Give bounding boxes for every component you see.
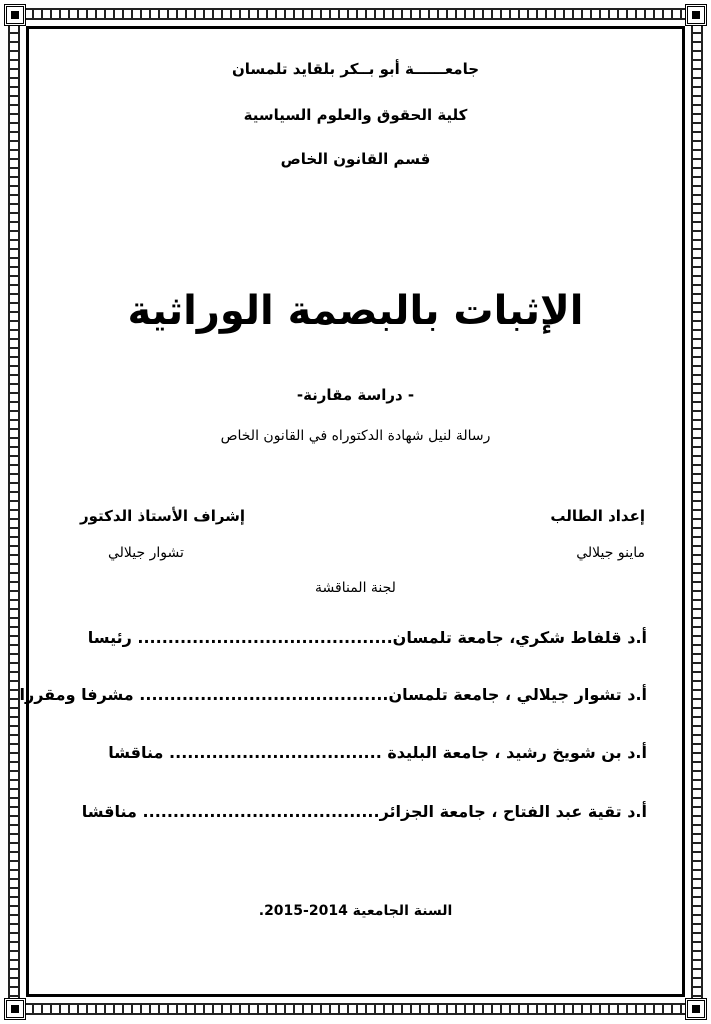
corner-ornament-icon	[685, 998, 707, 1020]
corner-ornament-icon	[685, 4, 707, 26]
department-name: قسم القانون الخاص	[280, 150, 431, 168]
committee-member: أ.د تقية عبد الفتاح ، جامعة الجزائر....................................... مناقشا	[81, 802, 647, 821]
committee-member: أ.د قلفاط شكري، جامعة تلمسان.......................................... رئيسا	[87, 628, 647, 647]
border-bottom	[14, 1003, 697, 1015]
committee-title: لجنة المناقشة	[315, 580, 396, 596]
supervisor-name: تشوار جيلالي	[108, 545, 184, 561]
border-top	[14, 8, 697, 20]
corner-ornament-icon	[4, 998, 26, 1020]
corner-ornament-icon	[4, 4, 26, 26]
academic-year: السنة الجامعية 2014-2015.	[258, 903, 453, 919]
supervisor-label: إشراف الأستاذ الدكتور	[80, 507, 246, 525]
thesis-title: الإثبات بالبصمة الوراثية	[127, 288, 584, 334]
committee-member: أ.د بن شويخ رشيد ، جامعة البليدة ................................... مناقشا	[108, 743, 647, 762]
student-label: إعداد الطالب	[550, 507, 645, 525]
university-name: جامعــــــة أبو بــكر بلقايد تلمسان	[231, 60, 480, 78]
committee-member: أ.د تشوار جيلالي ، جامعة تلمسان......................................... مشرفا ومقررا	[19, 685, 647, 704]
degree-line: رسالة لنيل شهادة الدكتوراه في القانون الخاص	[220, 428, 491, 444]
student-name: ماينو جيلالي	[576, 545, 645, 561]
faculty-name: كلية الحقوق والعلوم السياسية	[243, 106, 468, 124]
thesis-subtitle: - دراسة مقارنة-	[296, 386, 415, 404]
